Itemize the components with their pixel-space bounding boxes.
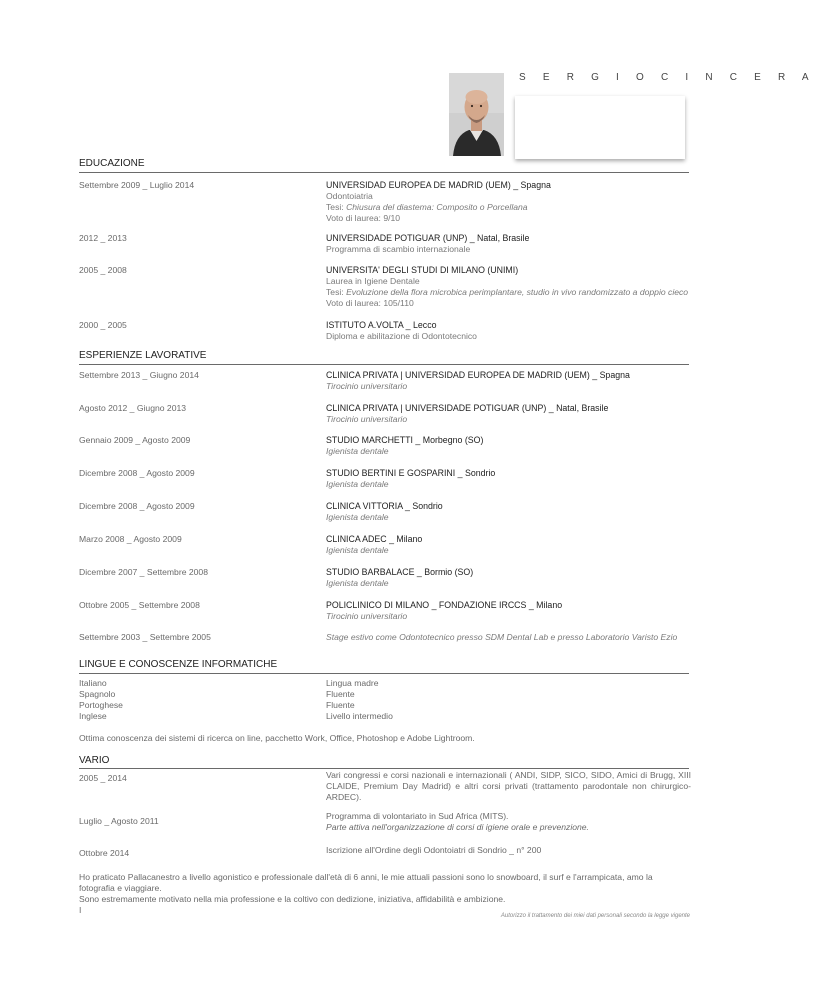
vario-date: Ottobre 2014	[79, 848, 130, 858]
section-title-languages: LINGUE E CONOSCENZE INFORMATICHE	[79, 659, 278, 670]
education-entry	[326, 180, 691, 224]
section-divider	[79, 364, 689, 365]
experience-date: Dicembre 2008 _ Agosto 2009	[79, 468, 195, 478]
vario-line: Programma di volontariato in Sud Africa (MITS).	[326, 811, 509, 821]
education-detail: Diploma e abilitazione di Odontotecnico	[326, 331, 477, 341]
privacy-consent: Autorizzo il trattamento dei miei dati personali secondo la legge vigente	[500, 913, 690, 919]
thesis-title: Chiusura del diastema: Composito o Porcellana	[346, 202, 528, 212]
language-levels	[326, 678, 393, 722]
computer-skills: Ottima conoscenza dei sistemi di ricerca on line, pacchetto Work, Office, Photoshop e Adobe Lightroom.	[79, 733, 475, 743]
hobbies-paragraph: Ho praticato Pallacanestro a livello agonistico e professionale dall'età di 6 anni, le mie attuali passioni sono lo snowboard, il surf e l'arrampicata, amo la fotografia e viaggiare.	[79, 872, 653, 893]
section-title-education: EDUCAZIONE	[79, 158, 145, 169]
education-title: UNIVERSITA' DEGLI STUDI DI MILANO (UNIMI)	[326, 265, 519, 275]
experience-role: Igienista dentale	[326, 578, 389, 588]
experience-title: CLINICA PRIVATA | UNIVERSIDADE POTIGUAR (UNP) _ Natal, Brasile	[326, 403, 609, 413]
section-divider	[79, 768, 689, 769]
language-level: Lingua madre	[326, 678, 379, 688]
experience-role: Tirocinio universitario	[326, 381, 408, 391]
language-name: Inglese	[79, 711, 107, 721]
education-title: UNIVERSIDADE POTIGUAR (UNP) _ Natal, Brasile	[326, 233, 530, 243]
experience-role: Igienista dentale	[326, 479, 389, 489]
experience-date: Agosto 2012 _ Giugno 2013	[79, 403, 187, 413]
education-grade: Voto di laurea: 9/10	[326, 213, 401, 223]
experience-role: Tirocinio universitario	[326, 414, 408, 424]
education-title: ISTITUTO A.VOLTA _ Lecco	[326, 320, 437, 330]
experience-date: Ottobre 2005 _ Settembre 2008	[79, 600, 200, 610]
experience-title: STUDIO BERTINI E GOSPARINI _ Sondrio	[326, 468, 496, 478]
education-date: 2012 _ 2013	[79, 233, 127, 243]
experience-role: Stage estivo come Odontotecnico presso SDM Dental Lab e presso Laboratorio Varisto Ezio	[326, 632, 678, 642]
thesis-label: Tesi:	[326, 287, 347, 297]
experience-date: Settembre 2013 _ Giugno 2014	[79, 370, 199, 380]
education-thesis	[326, 202, 691, 213]
experience-entry	[326, 600, 691, 622]
thesis-label: Tesi:	[326, 202, 347, 212]
section-title-experience: ESPERIENZE LAVORATIVE	[79, 350, 207, 361]
experience-entry	[326, 403, 691, 425]
vario-date: 2005 _ 2014	[79, 773, 127, 783]
experience-entry	[326, 534, 691, 556]
experience-title: POLICLINICO DI MILANO _ FONDAZIONE IRCCS _ Milano	[326, 600, 563, 610]
education-detail: Odontoiatria	[326, 191, 373, 201]
language-name: Portoghese	[79, 700, 123, 710]
profile-photo	[449, 73, 504, 156]
education-detail: Programma di scambio internazionale	[326, 244, 471, 254]
experience-title: CLINICA VITTORIA _ Sondrio	[326, 501, 443, 511]
experience-date: Marzo 2008 _ Agosto 2009	[79, 534, 182, 544]
vario-text	[326, 811, 691, 833]
language-level: Fluente	[326, 689, 355, 699]
experience-entry	[326, 370, 691, 392]
person-portrait-icon	[449, 73, 504, 156]
closing-mark: I	[79, 905, 82, 915]
education-detail: Laurea in Igiene Dentale	[326, 276, 420, 286]
candidate-name: S E R G I O C I N C E R A	[519, 72, 816, 83]
section-divider	[79, 673, 689, 674]
education-entry	[326, 320, 691, 342]
experience-entry	[326, 632, 691, 643]
education-entry	[326, 233, 691, 255]
experience-entry	[326, 567, 691, 589]
experience-title: STUDIO BARBALACE _ Bormio (SO)	[326, 567, 474, 577]
education-thesis	[326, 287, 691, 298]
vario-date: Luglio _ Agosto 2011	[79, 816, 159, 826]
education-grade: Voto di laurea: 105/110	[326, 298, 414, 308]
experience-title: STUDIO MARCHETTI _ Morbegno (SO)	[326, 435, 484, 445]
experience-role: Igienista dentale	[326, 545, 389, 555]
experience-entry	[326, 501, 691, 523]
experience-title: CLINICA PRIVATA | UNIVERSIDAD EUROPEA DE MADRID (UEM) _ Spagna	[326, 370, 630, 380]
experience-role: Igienista dentale	[326, 446, 389, 456]
vario-text: Iscrizione all'Ordine degli Odontoiatri di Sondrio _ n° 200	[326, 845, 542, 855]
language-name: Spagnolo	[79, 689, 116, 699]
experience-role: Igienista dentale	[326, 512, 389, 522]
education-title: UNIVERSIDAD EUROPEA DE MADRID (UEM) _ Spagna	[326, 180, 551, 190]
language-level: Livello intermedio	[326, 711, 393, 721]
section-divider	[79, 172, 689, 173]
thesis-title: Evoluzione della flora microbica perimplantare, studio in vivo randomizzato a doppio cieco	[346, 287, 689, 297]
motivation-paragraph: Sono estremamente motivato nella mia professione e la coltivo con dedizione, iniziativa, affidabilità e ambizione.	[79, 894, 506, 904]
vario-text: Vari congressi e corsi nazionali e internazionali ( ANDI, SIDP, SICO, SIDO, Amici di Brugg, XIII CLAIDE, Premium Day Madrid) e altri corsi privati (trattamento parodontale non chirurgico-ARDEC).	[326, 770, 691, 802]
education-date: Settembre 2009 _ Luglio 2014	[79, 180, 195, 190]
vario-line-italic: Parte attiva nell'organizzazione di corsi di igiene orale e prevenzione.	[326, 822, 589, 832]
education-date: 2005 _ 2008	[79, 265, 127, 275]
experience-date: Dicembre 2007 _ Settembre 2008	[79, 567, 208, 577]
education-entry	[326, 265, 691, 309]
experience-title: CLINICA ADEC _ Milano	[326, 534, 423, 544]
language-name: Italiano	[79, 678, 107, 688]
experience-date: Dicembre 2008 _ Agosto 2009	[79, 501, 195, 511]
language-level: Fluente	[326, 700, 355, 710]
experience-entry	[326, 435, 691, 457]
experience-date: Settembre 2003 _ Settembre 2005	[79, 632, 211, 642]
contact-card	[515, 96, 685, 159]
experience-role: Tirocinio universitario	[326, 611, 408, 621]
education-date: 2000 _ 2005	[79, 320, 127, 330]
section-title-vario: VARIO	[79, 755, 110, 766]
experience-date: Gennaio 2009 _ Agosto 2009	[79, 435, 191, 445]
language-list	[79, 678, 123, 722]
experience-entry	[326, 468, 691, 490]
